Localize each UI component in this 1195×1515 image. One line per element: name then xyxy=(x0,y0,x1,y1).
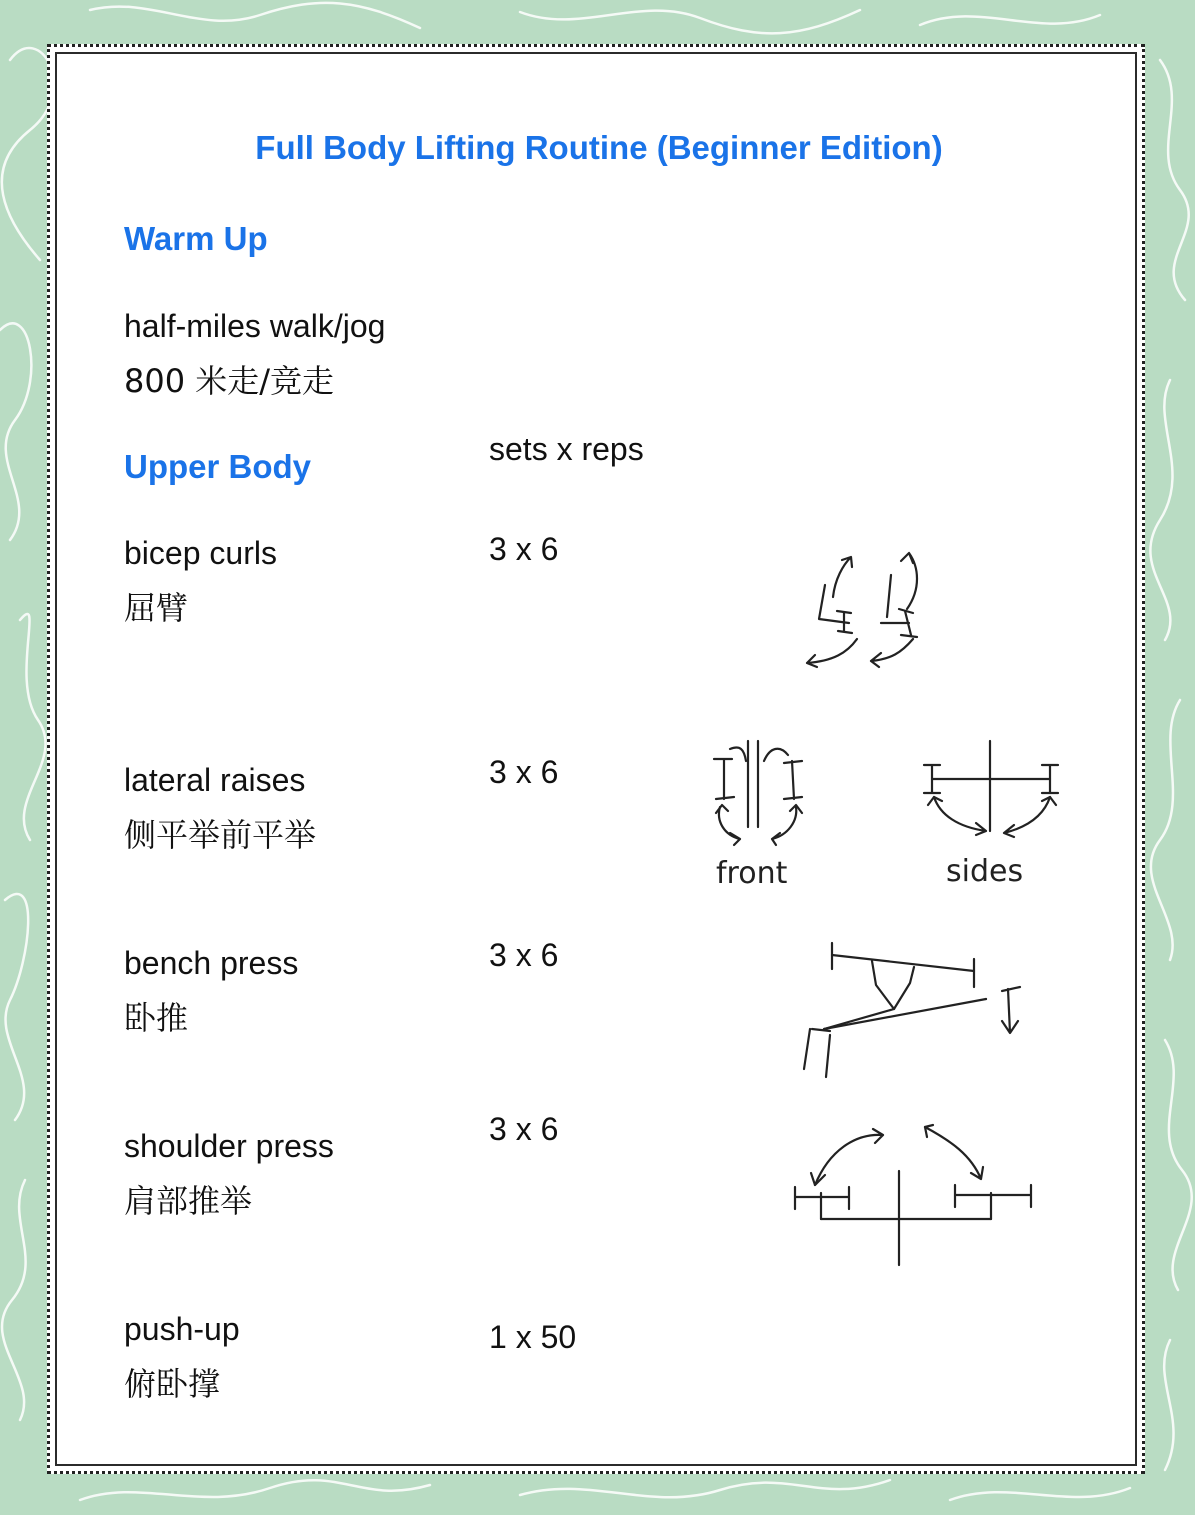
page-title: Full Body Lifting Routine (Beginner Edition) xyxy=(255,129,943,166)
exercise-name-en: lateral raises xyxy=(124,762,306,798)
front-label: front xyxy=(716,856,788,891)
upper-body-heading: Upper Body xyxy=(124,448,312,485)
exercise-sets-reps: 3 x 6 xyxy=(489,1111,559,1147)
front-raise-sketch xyxy=(700,735,820,905)
shoulder-press-sketch xyxy=(785,1115,1045,1275)
exercise-name-en: bicep curls xyxy=(124,535,277,571)
warm-up-item-en: half-miles walk/jog xyxy=(124,308,386,344)
exercise-name-en: push-up xyxy=(124,1311,240,1347)
bicep-curl-sketch xyxy=(795,527,935,672)
bench-press-sketch xyxy=(790,937,1030,1087)
exercise-name-en: shoulder press xyxy=(124,1128,334,1164)
exercise-sets-reps: 3 x 6 xyxy=(489,531,559,567)
routine-sheet xyxy=(47,44,1145,1474)
exercise-name-zh: 肩部推举 xyxy=(124,1182,253,1220)
exercise-sets-reps: 1 x 50 xyxy=(489,1319,577,1355)
exercise-name-zh: 俯卧撑 xyxy=(124,1365,221,1403)
sets-reps-column-header: sets x reps xyxy=(489,431,644,467)
exercise-name-zh: 屈臂 xyxy=(124,589,189,627)
warm-up-heading: Warm Up xyxy=(124,220,268,257)
exercise-sets-reps: 3 x 6 xyxy=(489,937,559,973)
lateral-raise-sketch xyxy=(910,735,1080,905)
exercise-sets-reps: 3 x 6 xyxy=(489,754,559,790)
exercise-name-zh: 侧平举前平举 xyxy=(124,816,317,854)
exercise-name-zh: 卧推 xyxy=(124,999,189,1037)
exercise-name-en: bench press xyxy=(124,945,299,981)
warm-up-item-zh: 800 米走/竞走 xyxy=(124,362,335,400)
sides-label: sides xyxy=(946,854,1024,889)
